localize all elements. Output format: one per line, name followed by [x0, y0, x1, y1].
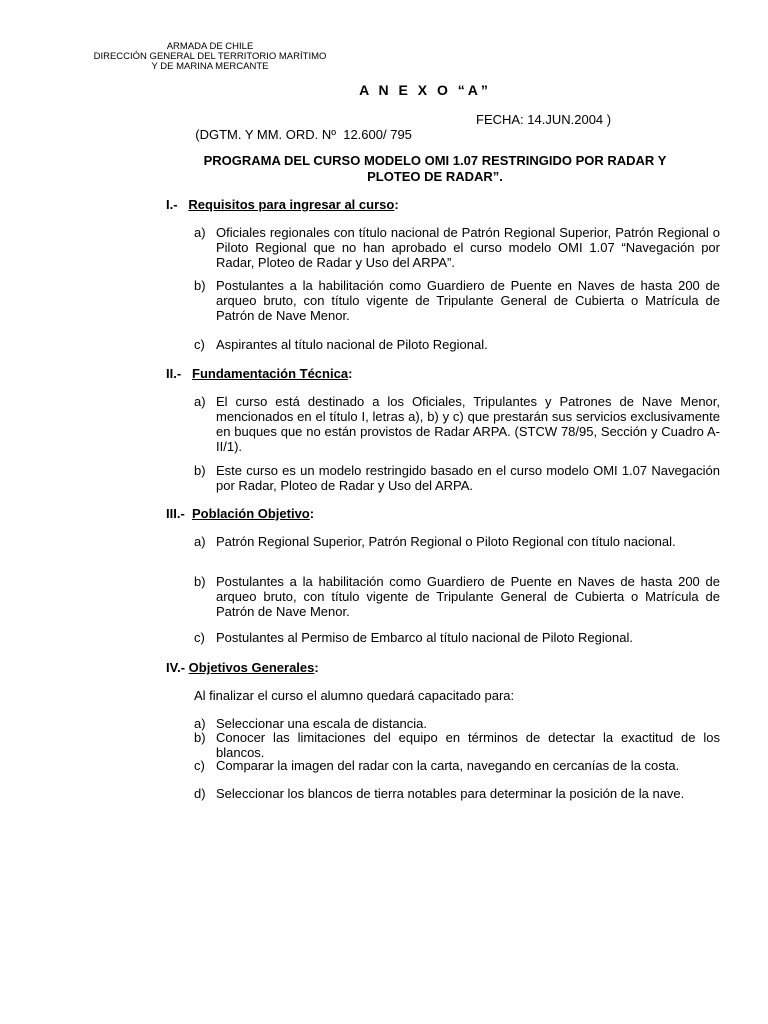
list-item [194, 394, 720, 454]
list-item [194, 716, 720, 731]
list-item [194, 630, 720, 645]
item-text: El curso está destinado a los Oficiales, Tripulantes y Patrones de Nave Menor, mencionados en el título I, letras a), b) y c) que prestarán sus servicios exclusivamente en buques que no están provistos de Radar ARPA. (STCW 78/95, Sección y Cuadro A-II/1). [216, 394, 720, 454]
item-label: c) [194, 630, 205, 645]
item-text: Este curso es un modelo restringido basado en el curso modelo OMI 1.07 Navegación por Radar, Ploteo de Radar y Uso del ARPA. [216, 463, 720, 493]
item-label: b) [194, 463, 206, 478]
item-label: c) [194, 337, 205, 352]
section-heading: II.- Fundamentación Técnica: [166, 366, 353, 381]
title-line: PROGRAMA DEL CURSO MODELO OMI 1.07 RESTRINGIDO POR RADAR Y [203, 153, 667, 168]
list-item [194, 534, 720, 549]
list-item [194, 786, 720, 801]
item-label: b) [194, 730, 206, 745]
item-text: Conocer las limitaciones del equipo en términos de detectar la exactitud de los blancos. [216, 730, 720, 760]
section-number: IV.- [166, 660, 186, 675]
item-text: Oficiales regionales con título nacional de Patrón Regional Superior, Patrón Regional o Piloto Regional que no han aprobado el curso modelo OMI 1.07 “Navegación por Radar, Ploteo de Radar y Uso del ARPA”. [216, 225, 720, 270]
item-text: Seleccionar una escala de distancia. [216, 716, 428, 731]
item-text: Postulantes a la habilitación como Guardiero de Puente en Naves de hasta 200 de arqueo bruto, con título vigente de Tripulante General de Cubierta o Matrícula de Patrón de Nave Menor. [216, 278, 720, 323]
section-title: Objetivos Generales [188, 660, 315, 675]
annex-title: A N E X O “A” [359, 82, 491, 98]
section-heading: I.- Requisitos para ingresar al curso: [166, 197, 399, 212]
section-intro: Al finalizar el curso el alumno quedará capacitado para: [194, 688, 515, 703]
list-item [194, 225, 720, 270]
item-label: b) [194, 574, 206, 589]
item-label: a) [194, 534, 206, 549]
item-label: a) [194, 225, 206, 240]
list-item [194, 730, 720, 760]
section-title: Población Objetivo [192, 506, 310, 521]
list-item [194, 574, 720, 619]
issuing-organization [80, 42, 340, 72]
item-text: Seleccionar los blancos de tierra notables para determinar la posición de la nave. [216, 786, 685, 801]
list-item [194, 463, 720, 493]
section-title: Requisitos para ingresar al curso [188, 197, 395, 212]
section-title: Fundamentación Técnica [192, 366, 349, 381]
item-text: Postulantes a la habilitación como Guardiero de Puente en Naves de hasta 200 de arqueo bruto, con título vigente de Tripulante General de Cubierta o Matrícula de Patrón de Nave Menor. [216, 574, 720, 619]
item-label: a) [194, 716, 206, 731]
item-text: Postulantes al Permiso de Embarco al título nacional de Piloto Regional. [216, 630, 633, 645]
reference-date: FECHA: 14.JUN.2004 ) [476, 112, 612, 127]
item-text: Aspirantes al título nacional de Piloto Regional. [216, 337, 488, 352]
section-heading: IV.- Objetivos Generales: [166, 660, 319, 675]
section-number: III.- [166, 506, 185, 521]
org-line: ARMADA DE CHILE [166, 41, 254, 52]
item-label: b) [194, 278, 206, 293]
title-line: PLOTEO DE RADAR”. [367, 169, 503, 184]
item-label: a) [194, 394, 206, 409]
list-item [194, 337, 720, 352]
document-title [162, 153, 708, 185]
list-item [194, 278, 720, 323]
reference-number: (DGTM. Y MM. ORD. Nº 12.600/ 795 [195, 127, 412, 142]
item-label: c) [194, 758, 205, 773]
org-line: Y DE MARINA MERCANTE [151, 61, 269, 72]
item-label: d) [194, 786, 206, 801]
section-number: II.- [166, 366, 182, 381]
org-line: DIRECCIÓN GENERAL DEL TERRITORIO MARÍTIMO [93, 51, 327, 62]
section-heading: III.- Población Objetivo: [166, 506, 315, 521]
reference-line [188, 112, 612, 157]
list-item [194, 758, 720, 773]
item-text: Patrón Regional Superior, Patrón Regional o Piloto Regional con título nacional. [216, 534, 676, 549]
item-text: Comparar la imagen del radar con la carta, navegando en cercanías de la costa. [216, 758, 680, 773]
section-number: I.- [166, 197, 178, 212]
